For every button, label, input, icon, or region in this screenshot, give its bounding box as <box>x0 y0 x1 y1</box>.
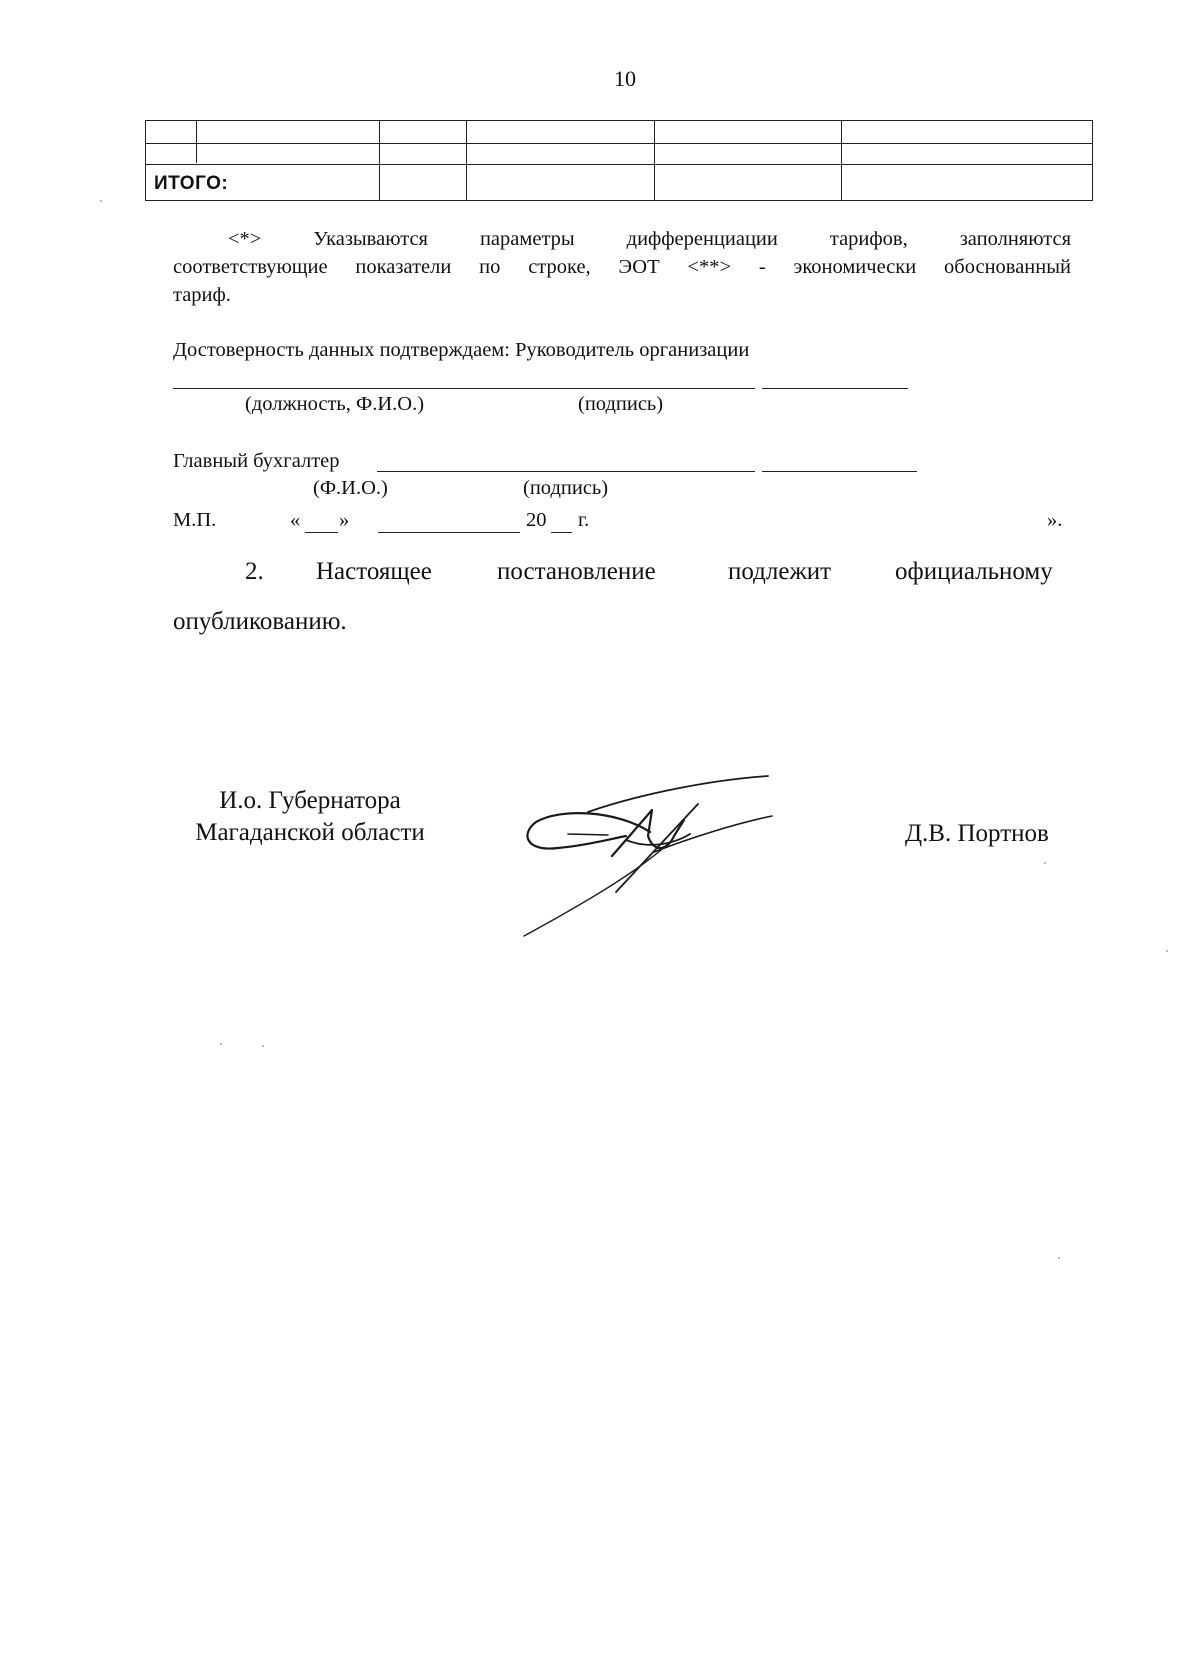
table-total-label: ИТОГО: <box>154 173 229 194</box>
scan-speck <box>1058 1257 1060 1259</box>
date-day-line <box>305 532 338 533</box>
scan-speck <box>1044 862 1046 864</box>
signatory-title <box>160 785 460 849</box>
date-month-line <box>378 532 520 533</box>
caption-signature: (подпись) <box>578 393 664 415</box>
date-year-prefix: 20 <box>526 509 547 531</box>
accountant-name-line <box>377 471 755 472</box>
table-row-divider <box>146 164 1092 165</box>
resolution-continuation: опубликованию. <box>173 608 347 635</box>
table-column-divider <box>466 121 467 200</box>
caption-position-name: (должность, Ф.И.О.) <box>245 393 425 415</box>
date-open-quote: « <box>290 509 301 531</box>
scan-speck <box>262 1045 264 1047</box>
table-column-divider <box>379 121 380 200</box>
caption-accountant-signature: (подпись) <box>523 477 609 499</box>
table-column-divider <box>196 121 197 163</box>
scan-speck <box>220 1043 222 1045</box>
accountant-signature-line <box>762 471 917 472</box>
scan-speck <box>100 200 102 202</box>
caption-accountant-name: (Ф.И.О.) <box>313 477 388 499</box>
seal-label: М.П. <box>173 509 217 531</box>
attestation-heading: Достоверность данных подтверждаем: Руководитель организации <box>173 339 750 361</box>
footnote-line: тариф. <box>173 284 231 306</box>
signatory-title-line: И.о. Губернатора <box>219 787 401 814</box>
date-year-line <box>551 532 572 533</box>
table-row-divider <box>146 143 1092 144</box>
resolution-word: Настоящее <box>316 558 432 585</box>
scan-speck <box>1166 950 1168 952</box>
closing-quote: ». <box>1047 509 1063 531</box>
tariff-table <box>145 120 1093 201</box>
signatory-title-line: Магаданской области <box>195 819 425 846</box>
table-column-divider <box>654 121 655 200</box>
table-column-divider <box>841 121 842 200</box>
position-name-line <box>173 388 755 389</box>
head-signature-line <box>762 388 908 389</box>
date-year-suffix: г. <box>578 509 590 531</box>
footnote-line: соответствующие показатели по строке, ЭОТ <**> - экономически обоснованный <box>173 256 1071 278</box>
resolution-item-number: 2. <box>245 558 264 585</box>
page-number: 10 <box>614 66 636 91</box>
signatory-name: Д.В. Портнов <box>905 820 1049 847</box>
footnote-line: <*> Указываются параметры дифференциации тарифов, заполняются <box>228 228 1071 250</box>
resolution-word: постановление <box>497 558 656 585</box>
date-close-quote: » <box>339 509 350 531</box>
resolution-word: официальному <box>895 558 1053 585</box>
chief-accountant-label: Главный бухгалтер <box>173 450 340 472</box>
handwritten-signature <box>520 770 790 945</box>
resolution-word: подлежит <box>728 558 832 585</box>
footnote <box>173 225 1071 309</box>
